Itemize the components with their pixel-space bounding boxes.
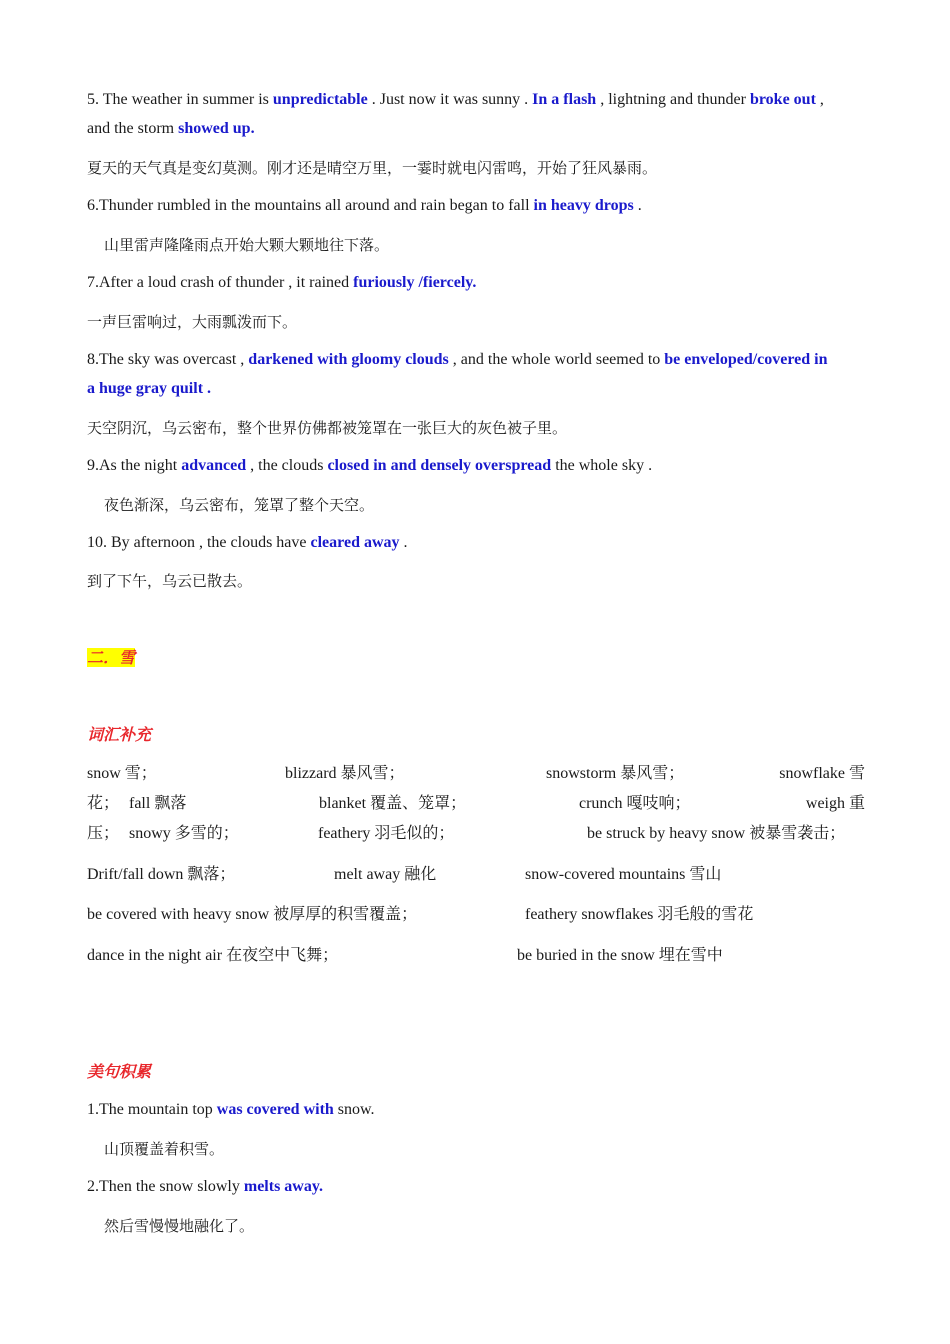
text: and the storm	[87, 120, 179, 137]
text: 8.The sky was overcast ,	[87, 351, 249, 368]
keyword: was covered with	[216, 1101, 334, 1118]
sentence-6	[87, 196, 642, 216]
sentence-6-translation: 山里雷声隆隆雨点开始大颗大颗地往下落。	[104, 236, 390, 254]
vocab-item: 压；	[87, 825, 120, 842]
sentence-7-translation: 一声巨雷响过，大雨瓢泼而下。	[87, 313, 298, 331]
text: , lightning and thunder	[596, 91, 750, 108]
vocab-item: melt away 融化	[334, 866, 437, 883]
sentence-8-line-2	[87, 379, 211, 399]
vocab-item: Drift/fall down 飘落；	[87, 866, 236, 883]
vocab-item: snowstorm 暴风雪；	[546, 765, 685, 782]
keyword: advanced	[181, 457, 247, 474]
vocab-item: snowflake 雪	[779, 765, 865, 782]
sentence-9	[87, 456, 652, 476]
sentence-8-line-1	[87, 350, 828, 370]
text: the whole sky .	[551, 457, 653, 474]
vocab-item: weigh 重	[805, 795, 865, 812]
keyword: furiously /fiercely.	[353, 274, 477, 291]
sentence-5-line-2	[87, 119, 255, 139]
keyword: melts away.	[243, 1178, 323, 1195]
text: 2.Then the snow slowly	[87, 1178, 244, 1195]
keyword: a huge gray quilt .	[87, 380, 212, 397]
vocab-item: blanket 覆盖、笼罩；	[319, 795, 467, 812]
text: 1.The mountain top	[87, 1101, 217, 1118]
snow-sentence-2-translation: 然后雪慢慢地融化了。	[104, 1217, 255, 1235]
text: , the clouds	[246, 457, 328, 474]
keyword: unpredictable	[272, 91, 368, 108]
section-title-snow	[87, 648, 135, 668]
vocab-item: crunch 嘎吱响；	[579, 795, 691, 812]
highlighted-title: 二．雪	[87, 648, 136, 667]
text: ,	[815, 91, 824, 108]
keyword: in heavy drops	[533, 197, 634, 214]
vocab-item: snow 雪；	[87, 765, 157, 782]
text: 6.Thunder rumbled in the mountains all around and rain began to fall	[87, 197, 534, 214]
keyword: showed up.	[178, 120, 255, 137]
vocab-item: snowy 多雪的；	[129, 825, 239, 842]
text: 10. By afternoon , the clouds have	[87, 534, 311, 551]
text: 9.As the night	[87, 457, 182, 474]
vocab-item: be buried in the snow 埋在雪中	[517, 947, 723, 964]
vocab-item: be covered with heavy snow 被厚厚的积雪覆盖；	[87, 906, 418, 923]
text: .	[633, 197, 642, 214]
vocab-item: be struck by heavy snow 被暴雪袭击；	[587, 825, 846, 842]
vocab-item: dance in the night air 在夜空中飞舞；	[87, 947, 339, 964]
snow-sentence-1-translation: 山顶覆盖着积雪。	[104, 1140, 225, 1158]
keyword: cleared away	[310, 534, 400, 551]
sentence-10-translation: 到了下午，乌云已散去。	[87, 572, 253, 590]
vocab-item: feathery snowflakes 羽毛般的雪花	[525, 906, 754, 923]
keyword: broke out	[749, 91, 816, 108]
vocab-item: 花；	[87, 795, 120, 812]
text: .	[399, 534, 408, 551]
snow-sentence-2	[87, 1177, 323, 1197]
keyword: darkened with gloomy clouds	[248, 351, 449, 368]
snow-sentence-1	[87, 1100, 375, 1120]
text: . Just now it was sunny .	[367, 91, 533, 108]
vocab-title: 词汇补充	[87, 725, 152, 744]
keyword: In a flash	[532, 91, 597, 108]
sentence-10	[87, 533, 408, 553]
vocab-item: snow-covered mountains 雪山	[525, 866, 722, 883]
sentences-snow-title: 美句积累	[87, 1062, 152, 1081]
text: 5. The weather in summer is	[87, 91, 273, 108]
sentence-7	[87, 273, 476, 293]
vocab-item: feathery 羽毛似的；	[318, 825, 455, 842]
sentence-5-line-1	[87, 90, 824, 110]
sentence-8-translation: 天空阴沉，乌云密布，整个世界仿佛都被笼罩在一张巨大的灰色被子里。	[87, 419, 568, 437]
sentence-9-translation: 夜色渐深，乌云密布，笼罩了整个天空。	[104, 496, 375, 514]
text: , and the whole world seemed to	[448, 351, 665, 368]
keyword: closed in and densely overspread	[327, 457, 552, 474]
vocab-item: fall 飘落	[129, 795, 187, 812]
sentence-5-translation: 夏天的天气真是变幻莫测。刚才还是晴空万里，一霎时就电闪雷鸣，开始了狂风暴雨。	[87, 159, 658, 177]
vocab-item: blizzard 暴风雪；	[285, 765, 405, 782]
text: snow.	[333, 1101, 375, 1118]
keyword: be enveloped/covered in	[664, 351, 828, 368]
text: 7.After a loud crash of thunder , it rained	[87, 274, 354, 291]
